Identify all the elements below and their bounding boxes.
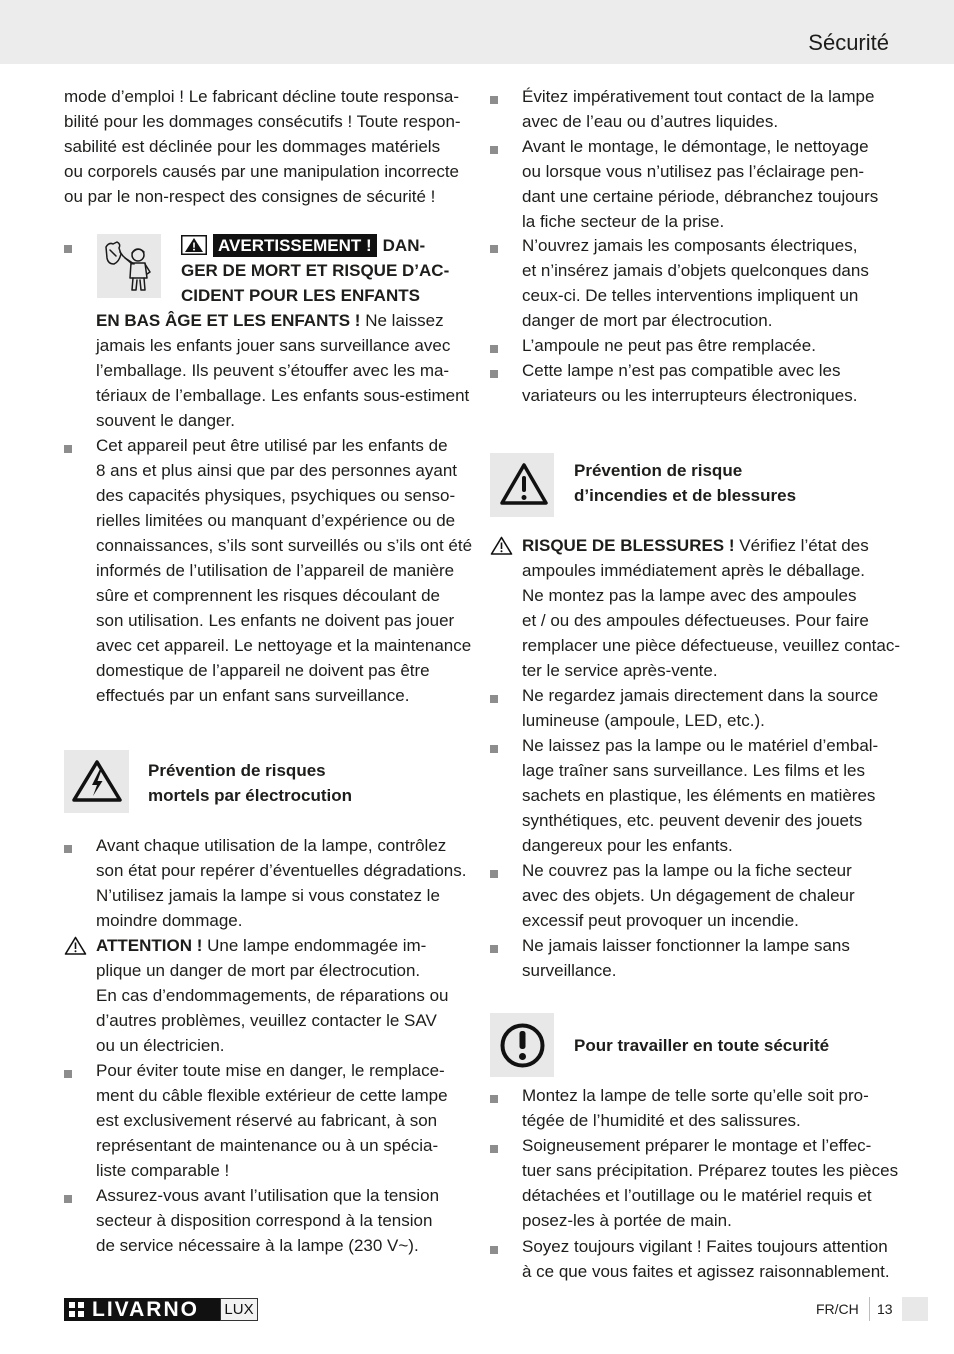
warning-text: Ne laissez jamais les enfants jouer sans surveillance avec l’emballage. Ils peuvent s’étouffer avec les ma- tériaux de l’emballage. Les enfants sous-estiment souvent le danger.	[96, 310, 470, 430]
child-danger-warning	[96, 233, 468, 433]
page-tab-marker	[902, 1297, 928, 1321]
list-item	[522, 233, 894, 333]
section-heading-fire: Prévention de risque d’incendies et de blessures	[574, 460, 797, 505]
list-item	[522, 1133, 899, 1233]
list-item-text: N’ouvrez jamais les composants électriques, et n’insérez jamais d’objets quelconques dans ceux-ci. De telles interventions impliquent un danger de mort par électrocution.	[522, 235, 869, 330]
list-item-text: Pour éviter toute mise en danger, le remplace- ment du câble flexible extérieur de cette lampe est exclusivement réservé au fabricant, à son représentant de maintenance ou à un spécia- liste comparable !	[96, 1060, 448, 1180]
warning-label: AVERTISSEMENT !	[213, 234, 377, 257]
list-item	[522, 733, 894, 858]
list-item	[522, 84, 894, 134]
logo-brand-text: LIVARNO	[92, 1298, 199, 1321]
exclamation-circle-icon	[490, 1013, 554, 1077]
list-item-text: L’ampoule ne peut pas être remplacée.	[522, 335, 816, 355]
injury-risk-warning	[522, 533, 900, 683]
list-item-text: Ne couvrez pas la lampe ou la fiche secteur avec des objets. Un dégagement de chaleur excessif peut provoquer un incendie.	[522, 860, 855, 930]
attention-label: ATTENTION !	[96, 935, 203, 955]
list-item	[522, 858, 894, 933]
logo-brand-block	[64, 1298, 220, 1321]
logo-grid-icon	[69, 1302, 84, 1317]
livarno-lux-logo	[64, 1298, 258, 1321]
list-item	[96, 833, 468, 933]
list-item-text: Assurez-vous avant l’utilisation que la tension secteur à disposition correspond à la tension de service nécessaire à la lampe (230 V~).	[96, 1185, 440, 1255]
list-item	[522, 683, 894, 733]
list-item	[96, 1183, 468, 1258]
page-title: Sécurité	[808, 30, 889, 55]
list-item	[96, 1058, 468, 1183]
section-heading-electrocution: Prévention de risques mortels par électrocution	[148, 760, 353, 805]
list-item	[522, 358, 894, 408]
list-item	[522, 1234, 894, 1284]
intro-paragraph	[64, 84, 468, 209]
locale-label: FR/CH	[816, 1301, 859, 1317]
child-suffocation-icon	[97, 234, 161, 298]
list-item-text: Évitez impérativement tout contact de la lampe avec de l’eau ou d’autres liquides.	[522, 86, 875, 131]
page-number: 13	[877, 1301, 893, 1317]
list-item-text: Montez la lampe de telle sorte qu’elle soit pro- tégée de l’humidité et des salissures.	[522, 1085, 869, 1130]
list-item-text: Cette lampe n’est pas compatible avec les variateurs ou les interrupteurs électroniques.	[522, 360, 858, 405]
list-item-text: Ne regardez jamais directement dans la source lumineuse (ampoule, LED, etc.).	[522, 685, 879, 730]
list-item	[522, 134, 894, 234]
list-item	[96, 433, 473, 708]
electric-shock-warning-icon	[64, 750, 129, 813]
injury-risk-text: Vérifiez l’état des ampoules immédiatement après le déballage. Ne montez pas la lampe avec des ampoules et / ou des ampoules défectueuses. Pour faire remplacer une pièce défectueuse, veuillez contac- ter le service après-vente.	[522, 535, 900, 680]
list-item-text: Avant le montage, le démontage, le nettoyage ou lorsque vous n’utilisez pas l’éclairage pen- dant une certaine période, débranchez toujours la fiche secteur de la prise.	[522, 136, 879, 231]
logo-suffix-text: LUX	[220, 1298, 258, 1321]
header-bar	[0, 0, 954, 64]
list-item-text: Cet appareil peut être utilisé par les enfants de 8 ans et plus ainsi que par des personnes ayant des capacités physiques, psychiques ou senso- rielles limitées ou manquant d’expérience ou de connaissances, s’ils sont surveillés ou s’ils ont été informés de l’utilisation de l’appareil de manière sûre et comprennent les risques découlant de son utilisation. Les enfants ne doivent pas jouer avec cet appareil. Le nettoyage et la maintenance domestique de l’appareil ne doivent pas être effectués par un enfant sans surveillance.	[96, 435, 473, 705]
list-item	[522, 333, 894, 358]
list-item-text: Soyez toujours vigilant ! Faites toujours attention à ce que vous faites et agissez raisonnablement.	[522, 1236, 890, 1281]
list-item-text: Soigneusement préparer le montage et l’effec- tuer sans précipitation. Préparez toutes les pièces détachées et l’outillage ou le matériel requis et posez-les à portée de main.	[522, 1135, 899, 1230]
list-item	[522, 1083, 894, 1133]
warning-triangle-icon	[490, 536, 513, 556]
warning-triangle-icon	[490, 453, 554, 517]
list-item-text: Avant chaque utilisation de la lampe, contrôlez son état pour repérer d’éventuelles dégradations. N’utilisez jamais la lampe si vous constatez le moindre dommage.	[96, 835, 467, 930]
attention-text: Une lampe endommagée im- plique un danger de mort par électrocution. En cas d’endommagements, de réparations ou d’autres problèmes, veuillez contacter le SAV ou un électricien.	[96, 935, 449, 1055]
injury-risk-label: RISQUE DE BLESSURES !	[522, 535, 735, 555]
warning-heading: DAN- GER DE MORT ET RISQUE D’AC- CIDENT POUR LES ENFANTS EN BAS ÂGE ET LES ENFANTS !	[96, 235, 450, 330]
attention-warning	[96, 933, 468, 1058]
warning-triangle-icon	[181, 235, 207, 255]
list-item-text: Ne jamais laisser fonctionner la lampe sans surveillance.	[522, 935, 850, 980]
intro-text: mode d’emploi ! Le fabricant décline toute responsa- bilité pour les dommages consécutifs ! Toute respon- sabilité est déclinée pour les dommages matériels ou corporels causés par une manipulation incorrecte ou par le non-respect des consignes de sécurité !	[64, 86, 461, 206]
list-item-text: Ne laissez pas la lampe ou le matériel d’embal- lage traîner sans surveillance. Les films et les sachets en plastique, les éléments en matières synthétiques, etc. peuvent devenir des jouets dangereux pour les enfants.	[522, 735, 879, 855]
section-heading-safety: Pour travailler en toute sécurité	[574, 1035, 830, 1055]
footer-divider	[869, 1297, 870, 1321]
list-item	[522, 933, 894, 983]
warning-triangle-icon	[64, 936, 87, 956]
